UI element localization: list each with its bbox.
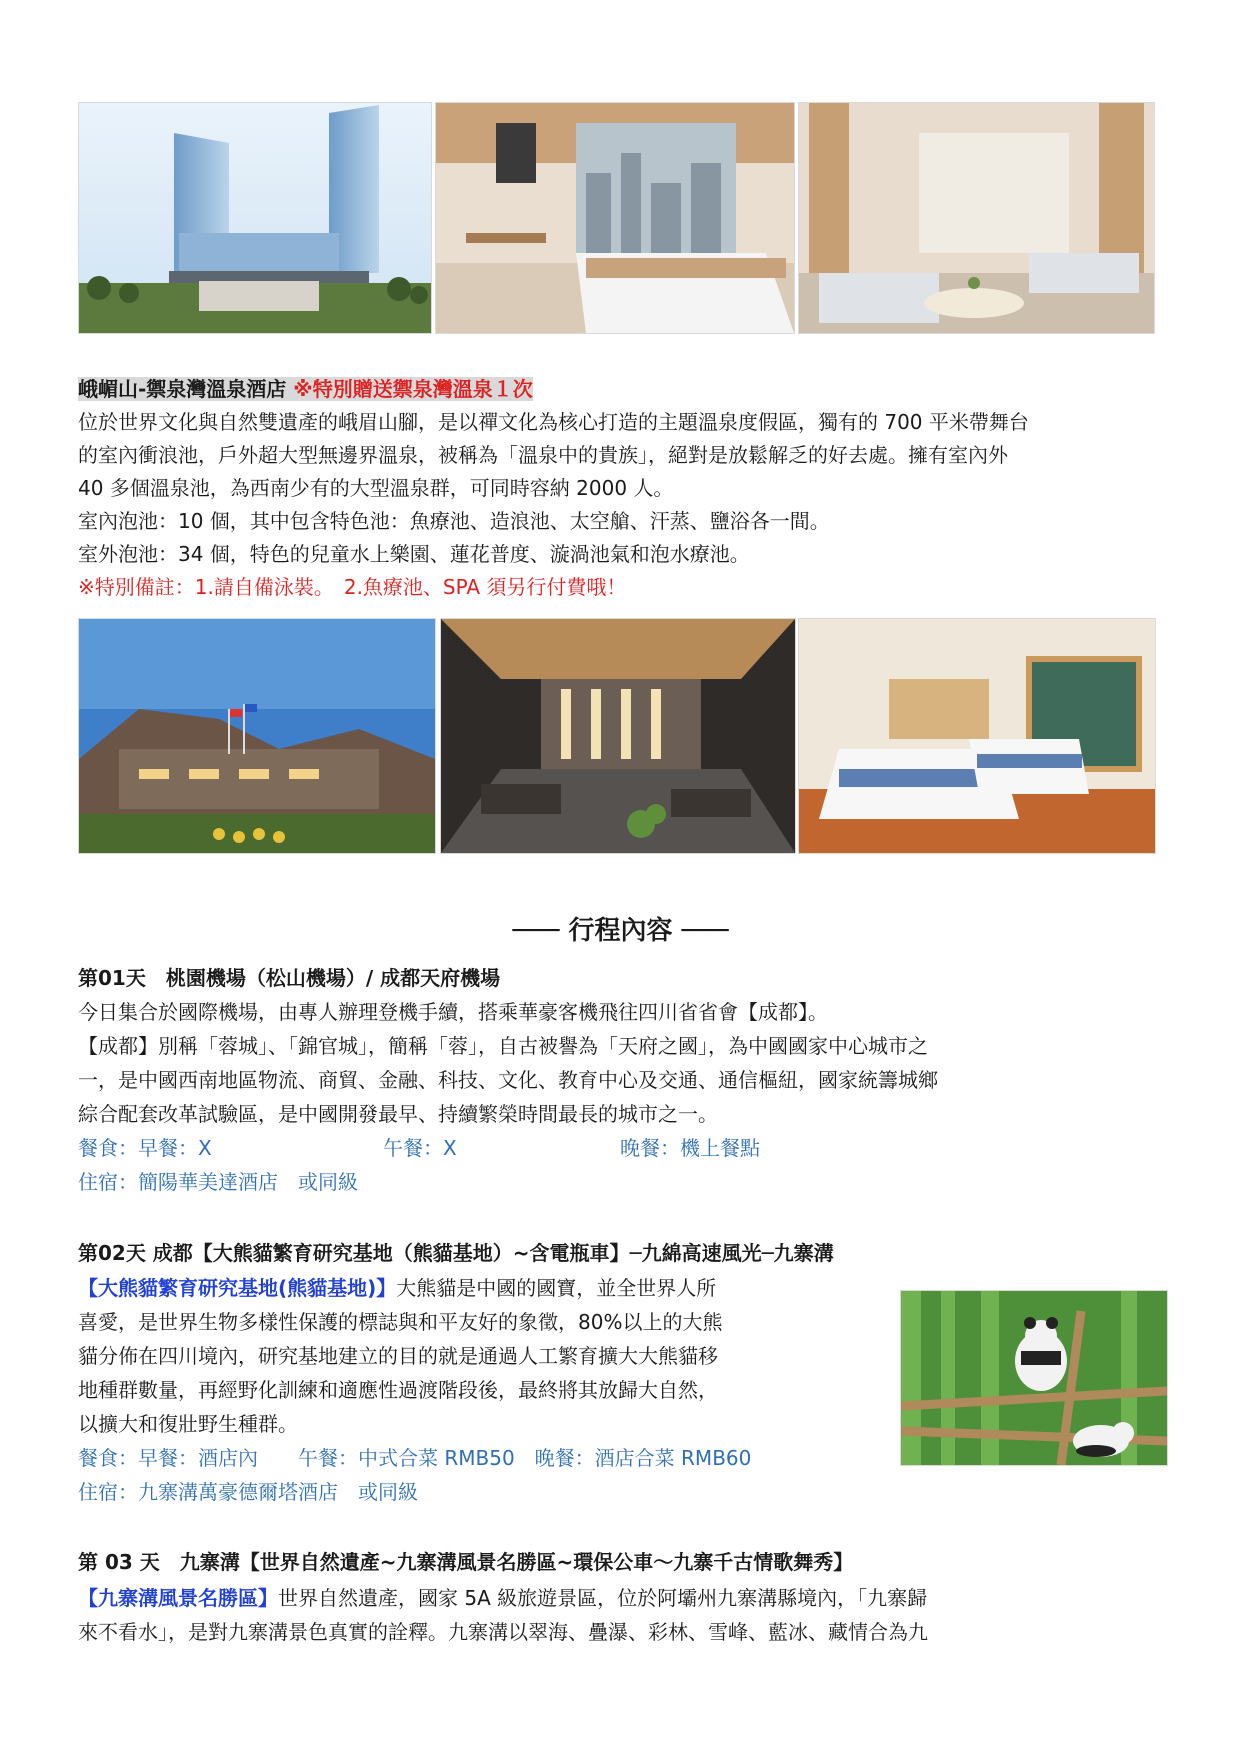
day1-body-line: 今日集合於國際機場，由專人辦理登機手續，搭乘華豪客機飛往四川省省會【成都】。 (78, 1000, 828, 1024)
day2-keyword: 【大熊貓繁育研究基地(熊貓基地)】 (78, 1276, 397, 1300)
section-title: ─── 行程內容 ─── (512, 916, 729, 946)
day1-breakfast: 餐食：早餐：X (78, 1136, 212, 1160)
day1-body-line: 【成都】別稱「蓉城」、「錦官城」，簡稱「蓉」，自古被譽為「天府之國」，為中國國家中心城市之 (78, 1034, 928, 1058)
resort-lobby-photo (440, 618, 796, 854)
day2-title: 第02天 成都【大熊貓繁育研究基地（熊貓基地）~含電瓶車】─九綿高速風光─九寨溝 (78, 1241, 834, 1265)
hotel-name: 峨嵋山-禦泉灣溫泉酒店 (78, 377, 287, 401)
hotel-desc-line: 位於世界文化與自然雙遺產的峨眉山腳，是以禪文化為核心打造的主題溫泉度假區，獨有的 700 平米帶舞台 (78, 410, 1029, 434)
day3-keyword: 【九寨溝風景名勝區】 (78, 1586, 278, 1610)
day1-title: 第01天 桃園機場（松山機場）/ 成都天府機場 (78, 966, 501, 990)
hotel-desc-line: 40 多個溫泉池，為西南少有的大型溫泉群，可同時容納 2000 人。 (78, 476, 674, 500)
day1-dinner: 晚餐：機上餐點 (620, 1136, 760, 1160)
day2-body-line: 以擴大和復壯野生種群。 (78, 1412, 298, 1436)
day2-meals: 餐食：早餐：酒店內 午餐：中式合菜 RMB50 晚餐：酒店合菜 RMB60 (78, 1446, 752, 1470)
hotel-desc-line: 的室內衝浪池，戶外超大型無邊界溫泉，被稱為「溫泉中的貴族」，絕對是放鬆解乏的好去處。擁有室內外 (78, 443, 1008, 467)
day2-body-line: 喜愛，是世界生物多樣性保護的標誌與和平友好的象徵，80%以上的大熊 (78, 1310, 723, 1334)
day3-body-line: 來不看水」，是對九寨溝景色真實的詮釋。九寨溝以翠海、疊瀑、彩林、雪峰、藍冰、藏情合為九 (78, 1620, 928, 1644)
hotel-desc-line: 室外泡池：34 個，特色的兒童水上樂園、蓮花普度、漩渦池氣和泡水療池。 (78, 542, 750, 566)
hotel-lobby-photo (798, 102, 1155, 334)
day2-body-first-line (78, 1272, 716, 1305)
day2-hotel: 住宿：九寨溝萬豪德爾塔酒店 或同級 (78, 1480, 418, 1504)
day1-body-line: 綜合配套改革試驗區，是中國開發最早、持續繁榮時間最長的城市之一。 (78, 1102, 718, 1126)
hotel-special-offer: ※特別贈送禦泉灣溫泉１次 (293, 377, 533, 401)
hotel-desc-line: 室內泡池：10 個，其中包含特色池：魚療池、造浪池、太空艙、汗蒸、鹽浴各一間。 (78, 509, 830, 533)
day3-body-first-line (78, 1582, 927, 1615)
day2-body-line: 地種群數量，再經野化訓練和適應性過渡階段後，最終將其放歸大自然， (78, 1378, 718, 1402)
hotel-room-photo (435, 102, 795, 334)
day1-lunch: 午餐：X (383, 1136, 457, 1160)
resort-room-photo (798, 618, 1156, 854)
day1-hotel: 住宿：簡陽華美達酒店 或同級 (78, 1170, 358, 1194)
hotel-exterior-photo (78, 102, 432, 334)
day2-body-line: 貓分佈在四川境內，研究基地建立的目的就是通過人工繁育擴大大熊貓移 (78, 1344, 718, 1368)
day1-body-line: 一，是中國西南地區物流、商貿、金融、科技、文化、教育中心及交通、通信樞紐，國家統籌城鄉 (78, 1068, 938, 1092)
day3-body-text: 世界自然遺產，國家 5A 級旅遊景區，位於阿壩州九寨溝縣境內，「九寨歸 (278, 1586, 928, 1610)
hotel-heading (78, 373, 533, 406)
panda-photo (900, 1290, 1168, 1466)
day2-body-text: 大熊貓是中國的國寶，並全世界人所 (396, 1276, 717, 1300)
day3-title: 第 03 天 九寨溝【世界自然遺產~九寨溝風景名勝區~環保公車～九寨千古情歌舞秀】 (78, 1550, 854, 1574)
hotel-note: ※特別備註：1.請自備泳裝。 2.魚療池、SPA 須另行付費哦！ (78, 575, 627, 599)
resort-exterior-photo (78, 618, 436, 854)
